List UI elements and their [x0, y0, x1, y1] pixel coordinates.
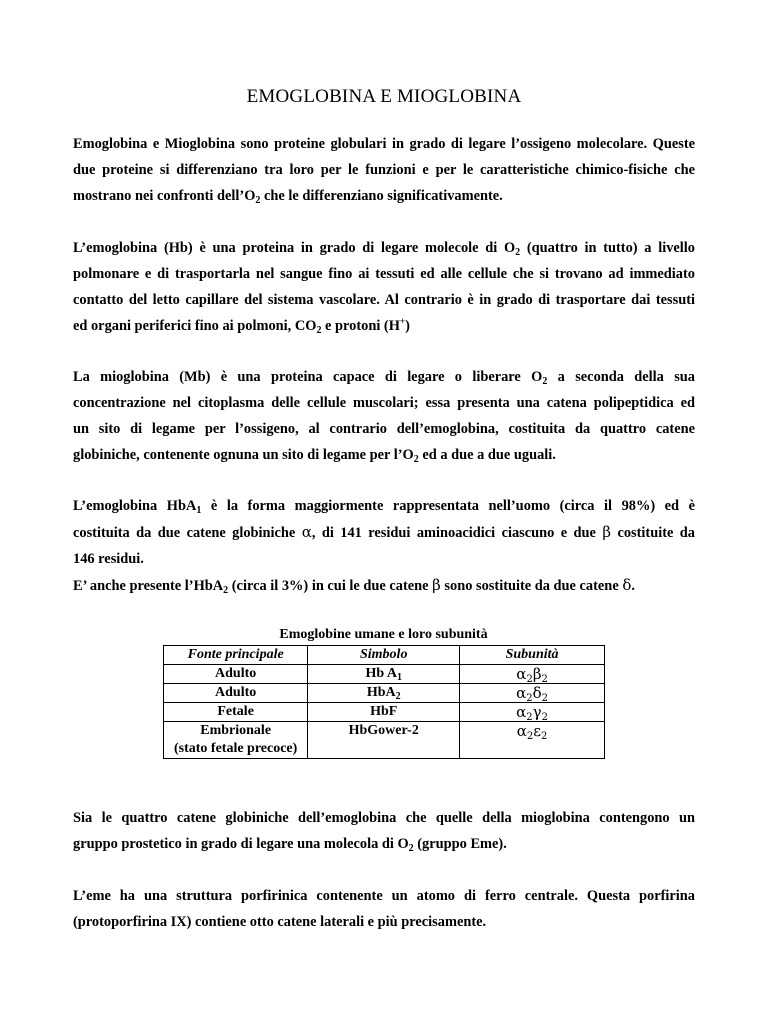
text-line: L’eme ha una struttura porfirinica contenente un atomo di ferro centrale. Questa porfirina	[73, 888, 695, 904]
text-line: (protoporfirina IX) contiene otto catene laterali e più precisamente.	[73, 914, 487, 930]
table-row	[164, 665, 605, 684]
text-line: 146 residui.	[73, 551, 144, 567]
table-row	[164, 703, 605, 722]
text-line: ed organi periferici fino ai polmoni, $CO_2$ e protoni (H+)	[73, 316, 410, 336]
text-line: Emoglobina e Mioglobina sono proteine globulari in grado di legare l’ossigeno molecolare. Queste	[73, 136, 695, 152]
paragraph-hemoglobin	[73, 235, 695, 339]
paragraph-hba1	[73, 493, 695, 599]
text-line: mostrano nei confronti $dell’O_2$ che le differenziano significativamente.	[73, 188, 503, 206]
cell-subunita: $\alpha_2\delta_2$	[460, 684, 605, 703]
cell-fonte: Adulto	[164, 684, 308, 703]
text-line: polmonare e di trasportarla nel sangue fino ai tessuti ed alle cellule che si trovano ad immediato	[73, 266, 695, 282]
text-line: Sia le quattro catene globiniche dell’emoglobina che quelle della mioglobina contengono un	[73, 810, 695, 826]
table-caption: Emoglobine umane e loro subunità	[279, 627, 488, 642]
header-fonte: Fonte principale	[164, 646, 308, 665]
cell-subunita: $\alpha_2\varepsilon_2$	[460, 722, 605, 759]
cell-subunita: $\alpha_2\gamma_2$	[460, 703, 605, 722]
text-line: concentrazione nel citoplasma delle cellule muscolari; essa presenta una catena polipeptidica ed	[73, 395, 695, 411]
cell-simbolo: HbF	[308, 703, 460, 722]
text-line: La mioglobina (Mb) è una proteina capace di legare o liberare $O_2$ a seconda della sua	[73, 369, 695, 387]
table-row	[164, 722, 605, 759]
text-line: un sito di legame per l’ossigeno, al contrario dell’emoglobina, costituita da quattro catene	[73, 421, 695, 437]
hemoglobin-table	[163, 645, 605, 759]
header-simbolo: Simbolo	[308, 646, 460, 665]
header-subunita: Subunità	[460, 646, 605, 665]
paragraph-intro	[73, 131, 695, 209]
paragraph-eme-group	[73, 805, 695, 857]
text-line: E’ anche presente l’HbA$_2$ (circa il 3%) in cui le due catene β sono sostituite da due catene δ.	[73, 576, 635, 596]
paragraph-myoglobin	[73, 364, 695, 468]
cell-fonte: Fetale	[164, 703, 308, 722]
text-line: gruppo prostetico in grado di legare una molecola di $O_2$ (gruppo Eme).	[73, 836, 507, 854]
table-row	[164, 684, 605, 703]
page-title: EMOGLOBINA E MIOGLOBINA	[246, 86, 522, 107]
text-line: costituita da due catene globiniche α, di 141 residui aminoacidici ciascuno e due β costituite da	[73, 523, 695, 541]
text-line: globiniche, contenente ognuna un sito di legame per $l’O_2$ ed a due a due uguali.	[73, 447, 556, 465]
text-line: L’emoglobina (Hb) è una proteina in grado di legare molecole di $O_2$ (quattro in tutto) a livello	[73, 240, 695, 258]
text-line: due proteine si differenziano tra loro per le funzioni e per le caratteristiche chimico-fisiche che	[73, 162, 695, 178]
cell-simbolo: Hb $A_1$	[308, 665, 460, 684]
cell-fonte: Adulto	[164, 665, 308, 684]
paragraph-eme-structure	[73, 883, 695, 935]
cell-fonte: Embrionale (stato fetale precoce)	[164, 722, 308, 759]
table-header-row	[164, 646, 605, 665]
cell-simbolo: HbA$_2$	[308, 684, 460, 703]
cell-simbolo: HbGower-2	[308, 722, 460, 759]
text-line: contatto del letto capillare del sistema vascolare. Al contrario è in grado di trasportare dai tessuti	[73, 292, 695, 308]
cell-subunita: $\alpha_2\beta_2$	[460, 665, 605, 684]
text-line: L’emoglobina HbA$_1$ è la forma maggiormente rappresentata nell’uomo (circa il 98%) ed è	[73, 498, 695, 516]
